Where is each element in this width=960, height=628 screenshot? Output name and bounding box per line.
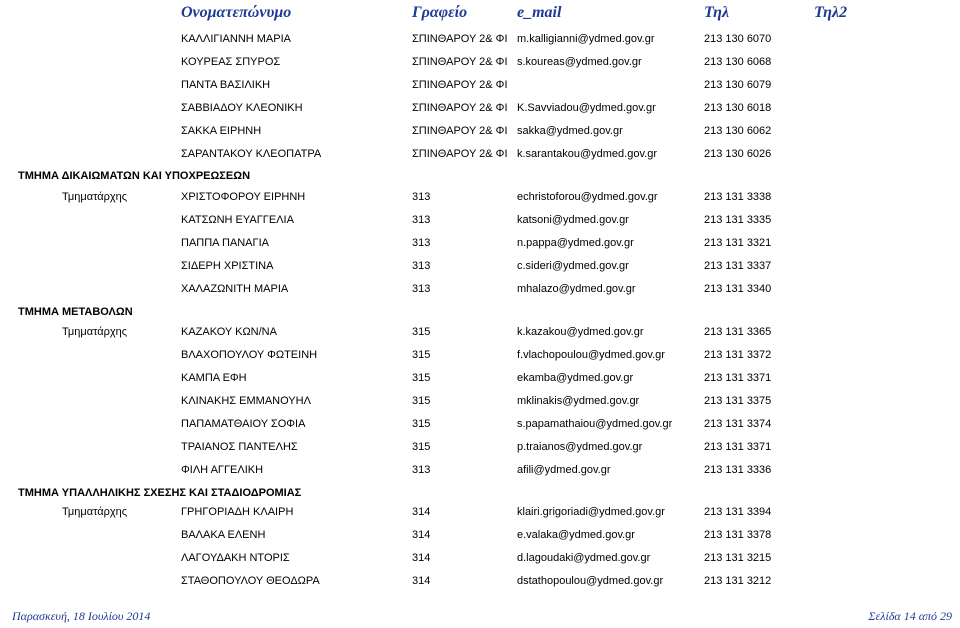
name-cell: ΚΑΤΣΩΝΗ ΕΥΑΓΓΕΛΙΑ	[181, 214, 294, 226]
email-cell: p.traianos@ydmed.gov.gr	[517, 441, 643, 453]
tel-cell: 213 130 6068	[704, 56, 772, 68]
name-cell: ΠΑΠΠΑ ΠΑΝΑΓΙΑ	[181, 237, 269, 249]
tel-cell: 213 130 6026	[704, 148, 772, 160]
email-cell: dstathopoulou@ydmed.gov.gr	[517, 575, 664, 587]
email-cell: k.sarantakou@ydmed.gov.gr	[517, 148, 657, 160]
table-row	[0, 123, 960, 139]
tel-cell: 213 130 6070	[704, 33, 772, 45]
office-cell: 313	[412, 283, 431, 295]
table-row	[0, 573, 960, 589]
name-cell: ΧΑΛΑΖΩΝΙΤΗ ΜΑΡΙΑ	[181, 283, 289, 295]
office-cell: 315	[412, 395, 431, 407]
tel-cell: 213 131 3365	[704, 326, 772, 338]
table-row	[0, 77, 960, 93]
table-row	[0, 416, 960, 432]
tel-cell: 213 131 3371	[704, 372, 772, 384]
tel-cell: 213 131 3335	[704, 214, 772, 226]
role-cell: Τμηματάρχης	[62, 326, 128, 338]
tel-cell: 213 130 6062	[704, 125, 772, 137]
office-cell: 315	[412, 418, 431, 430]
table-row	[0, 393, 960, 409]
office-cell: 314	[412, 552, 431, 564]
email-cell: m.kalligianni@ydmed.gov.gr	[517, 33, 655, 45]
role-cell: Τμηματάρχης	[62, 506, 128, 518]
office-cell: 313	[412, 464, 431, 476]
table-row	[0, 347, 960, 363]
email-cell: sakka@ydmed.gov.gr	[517, 125, 623, 137]
email-cell: katsoni@ydmed.gov.gr	[517, 214, 629, 226]
table-row	[0, 146, 960, 162]
tel-cell: 213 131 3374	[704, 418, 772, 430]
office-cell: ΣΠΙΝΘΑΡΟΥ 2& ΦΙ	[412, 56, 508, 68]
office-cell: 313	[412, 237, 431, 249]
office-cell: 313	[412, 214, 431, 226]
office-cell: 315	[412, 372, 431, 384]
name-cell: ΚΑΖΑΚΟΥ ΚΩΝ/ΝΑ	[181, 326, 277, 338]
section-title: ΤΜΗΜΑ ΔΙΚΑΙΩΜΑΤΩΝ ΚΑΙ ΥΠΟΧΡΕΩΣΕΩΝ	[18, 170, 251, 182]
office-cell: ΣΠΙΝΘΑΡΟΥ 2& ΦΙ	[412, 125, 508, 137]
table-row	[0, 504, 960, 520]
header-name: Ονοματεπώνυμο	[181, 4, 292, 21]
office-cell: 315	[412, 349, 431, 361]
header-tel: Τηλ	[704, 4, 730, 21]
name-cell: ΚΑΛΛΙΓΙΑΝΝΗ ΜΑΡΙΑ	[181, 33, 291, 45]
table-row	[0, 54, 960, 70]
email-cell: mhalazo@ydmed.gov.gr	[517, 283, 636, 295]
office-cell: 313	[412, 260, 431, 272]
email-cell: e.valaka@ydmed.gov.gr	[517, 529, 635, 541]
tel-cell: 213 131 3394	[704, 506, 772, 518]
table-row	[0, 462, 960, 478]
table-row	[0, 31, 960, 47]
footer-page-number: Σελίδα 14 από 29	[868, 609, 952, 623]
name-cell: ΒΑΛΑΚΑ ΕΛΕΝΗ	[181, 529, 266, 541]
tel-cell: 213 131 3337	[704, 260, 772, 272]
tel-cell: 213 131 3372	[704, 349, 772, 361]
tel-cell: 213 130 6018	[704, 102, 772, 114]
name-cell: ΧΡΙΣΤΟΦΟΡΟΥ ΕΙΡΗΝΗ	[181, 191, 306, 203]
name-cell: ΛΑΓΟΥΔΑΚΗ ΝΤΟΡΙΣ	[181, 552, 290, 564]
header-tel2: Τηλ2	[814, 4, 848, 21]
tel-cell: 213 131 3340	[704, 283, 772, 295]
office-cell: 314	[412, 575, 431, 587]
table-row	[0, 235, 960, 251]
table-row	[0, 100, 960, 116]
table-row	[0, 281, 960, 297]
table-row	[0, 258, 960, 274]
name-cell: ΠΑΠΑΜΑΤΘΑΙΟΥ ΣΟΦΙΑ	[181, 418, 306, 430]
name-cell: ΚΟΥΡΕΑΣ ΣΠΥΡΟΣ	[181, 56, 281, 68]
name-cell: ΣΙΔΕΡΗ ΧΡΙΣΤΙΝΑ	[181, 260, 274, 272]
footer-date: Παρασκευή, 18 Ιουλίου 2014	[12, 609, 151, 623]
office-cell: 314	[412, 529, 431, 541]
table-row	[0, 189, 960, 205]
email-cell: k.kazakou@ydmed.gov.gr	[517, 326, 644, 338]
email-cell: klairi.grigoriadi@ydmed.gov.gr	[517, 506, 665, 518]
email-cell: echristoforou@ydmed.gov.gr	[517, 191, 658, 203]
name-cell: ΦΙΛΗ ΑΓΓΕΛΙΚΗ	[181, 464, 264, 476]
table-row	[0, 324, 960, 340]
email-cell: c.sideri@ydmed.gov.gr	[517, 260, 629, 272]
email-cell: K.Savviadou@ydmed.gov.gr	[517, 102, 656, 114]
tel-cell: 213 131 3375	[704, 395, 772, 407]
name-cell: ΣΑΒΒΙΑΔΟΥ ΚΛΕΟΝΙΚΗ	[181, 102, 303, 114]
office-cell: 315	[412, 326, 431, 338]
name-cell: ΤΡΑΙΑΝΟΣ ΠΑΝΤΕΛΗΣ	[181, 441, 298, 453]
tel-cell: 213 130 6079	[704, 79, 772, 91]
tel-cell: 213 131 3371	[704, 441, 772, 453]
name-cell: ΣΑΡΑΝΤΑΚΟΥ ΚΛΕΟΠΑΤΡΑ	[181, 148, 322, 160]
name-cell: ΚΑΜΠΑ ΕΦΗ	[181, 372, 247, 384]
office-cell: 314	[412, 506, 431, 518]
table-row	[0, 439, 960, 455]
office-cell: ΣΠΙΝΘΑΡΟΥ 2& ΦΙ	[412, 148, 508, 160]
table-row	[0, 370, 960, 386]
name-cell: ΣΑΚΚΑ ΕΙΡΗΝΗ	[181, 125, 262, 137]
name-cell: ΣΤΑΘΟΠΟΥΛΟΥ ΘΕΟΔΩΡΑ	[181, 575, 320, 587]
email-cell: mklinakis@ydmed.gov.gr	[517, 395, 640, 407]
table-row	[0, 527, 960, 543]
table-row	[0, 212, 960, 228]
section-title: ΤΜΗΜΑ ΥΠΑΛΛΗΛΙΚΗΣ ΣΧΕΣΗΣ ΚΑΙ ΣΤΑΔΙΟΔΡΟΜΙΑΣ	[18, 487, 302, 499]
email-cell: s.papamathaiou@ydmed.gov.gr	[517, 418, 673, 430]
email-cell: ekamba@ydmed.gov.gr	[517, 372, 634, 384]
name-cell: ΠΑΝΤΑ ΒΑΣΙΛΙΚΗ	[181, 79, 271, 91]
email-cell: d.lagoudaki@ydmed.gov.gr	[517, 552, 651, 564]
role-cell: Τμηματάρχης	[62, 191, 128, 203]
name-cell: ΓΡΗΓΟΡΙΑΔΗ ΚΛΑΙΡΗ	[181, 506, 294, 518]
tel-cell: 213 131 3378	[704, 529, 772, 541]
tel-cell: 213 131 3336	[704, 464, 772, 476]
office-cell: ΣΠΙΝΘΑΡΟΥ 2& ΦΙ	[412, 79, 508, 91]
office-cell: ΣΠΙΝΘΑΡΟΥ 2& ΦΙ	[412, 33, 508, 45]
email-cell: s.koureas@ydmed.gov.gr	[517, 56, 642, 68]
tel-cell: 213 131 3215	[704, 552, 772, 564]
email-cell: afili@ydmed.gov.gr	[517, 464, 611, 476]
name-cell: ΒΛΑΧΟΠΟΥΛΟΥ ΦΩΤΕΙΝΗ	[181, 349, 318, 361]
email-cell: f.vlachopoulou@ydmed.gov.gr	[517, 349, 665, 361]
tel-cell: 213 131 3338	[704, 191, 772, 203]
office-cell: 315	[412, 441, 431, 453]
office-cell: ΣΠΙΝΘΑΡΟΥ 2& ΦΙ	[412, 102, 508, 114]
email-cell: n.pappa@ydmed.gov.gr	[517, 237, 634, 249]
office-cell: 313	[412, 191, 431, 203]
header-email: e_mail	[517, 4, 562, 21]
table-row	[0, 550, 960, 566]
tel-cell: 213 131 3212	[704, 575, 772, 587]
header-office: Γραφείο	[412, 4, 468, 21]
tel-cell: 213 131 3321	[704, 237, 772, 249]
name-cell: ΚΛΙΝΑΚΗΣ ΕΜΜΑΝΟΥΗΛ	[181, 395, 311, 407]
section-title: ΤΜΗΜΑ ΜΕΤΑΒΟΛΩΝ	[18, 306, 133, 318]
